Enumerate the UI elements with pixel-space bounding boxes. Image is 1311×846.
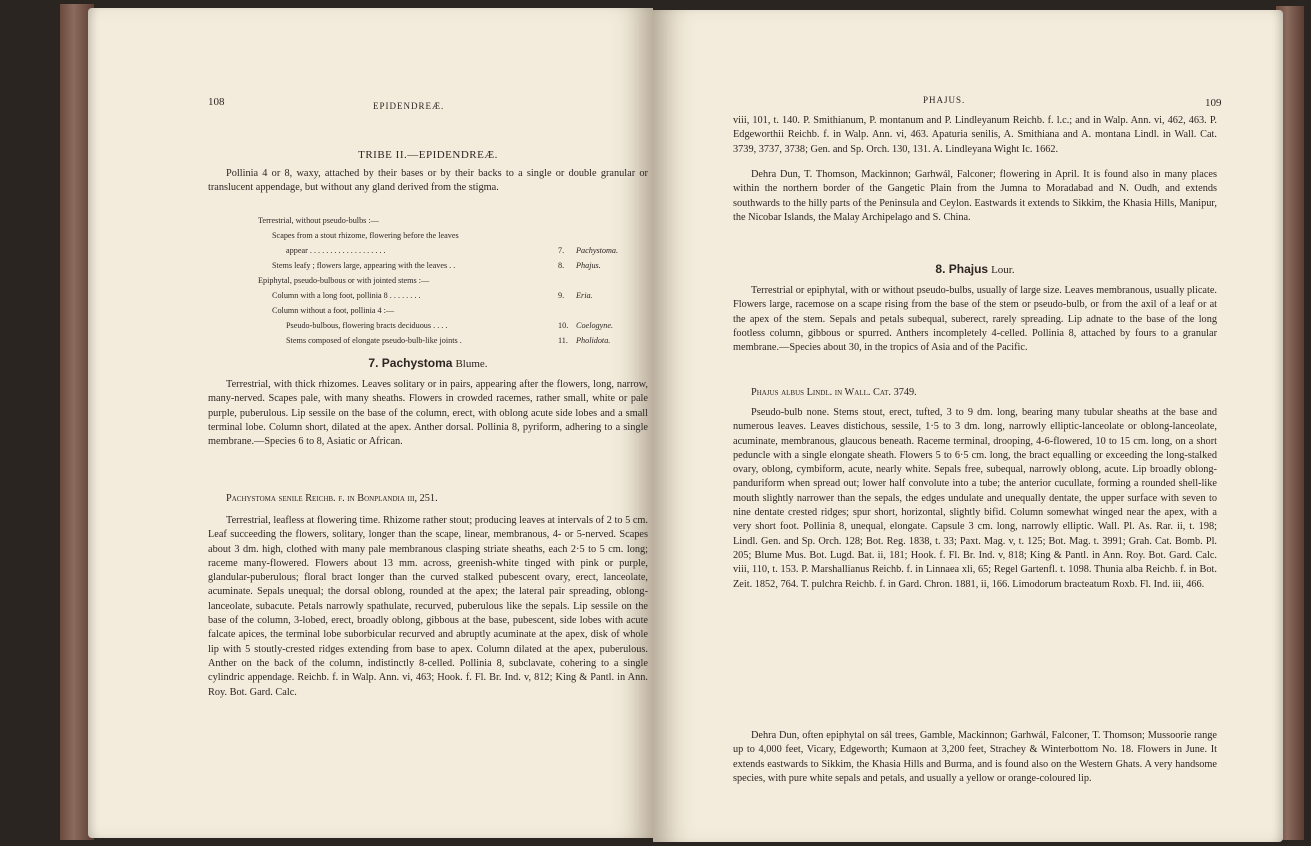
key-genus-name: Pachystoma.: [576, 246, 619, 255]
key-text: Epiphytal, pseudo-bulbous or with jointed stems :—: [258, 276, 430, 285]
key-text: Stems leafy ; flowers large, appearing with the leaves . .: [272, 261, 456, 270]
key-number: 10.: [558, 321, 569, 330]
right-page: [653, 10, 1283, 842]
key-text: Pseudo-bulbous, flowering bracts deciduous . . . .: [286, 321, 448, 330]
running-head: PHAJUS.: [923, 95, 966, 105]
species-description: Pseudo-bulb none. Stems stout, erect, tufted, 3 to 9 dm. long, bearing many tubular sheaths at the base and numerous leaves. Leaves distichous, sessile, 1·5 to 3 dm. long, narrowly elliptic-lanceolate or oblong-lanceolate, acuminate, membranous, glaucous beneath. Raceme terminal, drooping, 4-6-flowered, 10 to 15 cm. long, on a short peduncle with a single elongate sheath. Flowers 5 to 6·5 cm. long, the bract equalling or exceeding the long-stalked ovary, oblong, cymbiform, acute, nearly white. Sepals free, subequal, narrowly oblong, acute. Lip broadly oblong-panduriform when spread out; lower half convolute into a tube; the anterior cucullate, forming a rounded shell-like mouth slightly narrower than the sepals, the edges undulate and unequally dentate, the upper surface with seven to nine dentate crested ridges; spur short, horizontal, slightly bifid. Column somewhat winged near the apex, with a very short foot. Pollinia 8, unequal, elongate. Capsule 3 cm. long, narrowly elliptic. Wall. Pl. As. Rar. ii, t. 198; Lindl. Gen. and Sp. Orch. 128; Bot. Reg. 1838, t. 33; Paxt. Mag. v, t. 125; Bot. Mag. t. 3991; Grah. Cat. Bomb. Pl. 205; Blume Mus. Bot. Lugd. Bat. ii, 181; Hook. f. Fl. Br. Ind. v, 818; King & Pantl. in Ann. Roy. Bot. Gard. Calc. viii, 110, t. 153. P. Marshallianus Reichb. f. in Linnaea xli, 65; Regel Gartenfl. t. 1098. Thunia alba Reichb. f. in Bot. Zeit. 1852, 764. T. pulchra Reichb. f. in Gard. Chron. 1881, ii, 166. Limodorum bracteatum Roxb. Fl. Ind. iii, 466.: [733, 407, 1217, 590]
key-number: 11.: [558, 336, 568, 345]
left-page: [88, 8, 653, 838]
key-row: [258, 305, 653, 320]
tribe-description: Pollinia 4 or 8, waxy, attached by their bases or by their backs to a single or double granular or translucent appendage, but without any gland derived from the stigma.: [208, 168, 648, 194]
key-text: Stems composed of elongate pseudo-bulb-like joints .: [286, 336, 462, 345]
key-number: 8.: [558, 261, 565, 270]
key-text: Scapes from a stout rhizome, flowering before the leaves: [272, 231, 459, 240]
key-row: [258, 230, 653, 245]
key-row: [258, 260, 653, 275]
key-genus-name: Coelogyne.: [576, 321, 614, 330]
key-text: appear . . . . . . . . . . . . . . . . . . .: [286, 246, 386, 255]
key-row: [258, 335, 653, 350]
key-genus-name: Pholidota.: [576, 336, 611, 345]
genus-author: Lour.: [991, 264, 1015, 276]
key-text: Terrestrial, without pseudo-bulbs :—: [258, 216, 379, 225]
species-description: Terrestrial, leafless at flowering time. Rhizome rather stout; producing leaves at intervals of 2 to 5 cm. Leaf succeeding the flowers, solitary, longer than the scape, linear, membranous, 4- or 5-nerved. Scapes about 3 dm. high, clothed with many pale membranous clasping striate sheaths, each 2·5 to 5 cm. long; raceme many-flowered. Flowers about 13 mm. across, greenish-white tinged with pink or purple, glandular-puberulous; floral bract longer than the curved stalked pubescent ovary, erect, lanceolate, acuminate. Sepals unequal; the dorsal oblong, rounded at the apex; the lateral pair spreading, oblong-lanceolate, subacute. Petals narrowly spathulate, recurved, puberulous like the sepals. Lip sessile on the base of the column, 3-lobed, erect, broadly oblong, gibbous at the base, pubescent, side lobes with acute falcate apices, the terminal lobe suborbicular recurved and abruptly acuminate at the apex, disk of whole lip with 5 stoutly-crested ridges extending from base to apex. Column dilated at the apex, puberulous. Anther on the back of the column, indistinctly 8-celled. Pollinia 8, subclavate, cohering to a single cylindric appendage. Reichb. f. in Walp. Ann. vi, 463; Hook. f. Fl. Br. Ind. v, 812; King & Pantl. in Ann. Roy. Bot. Gard. Calc.: [208, 515, 648, 698]
tribe-heading: TRIBE II.—EPIDENDREÆ.: [358, 149, 498, 161]
key-row: [258, 275, 653, 290]
species-heading: Pachystoma senile Reichb. f. in Bonplandia iii, 251.: [226, 493, 438, 504]
species-distribution: Dehra Dun, often epiphytal on sál trees, Gamble, Mackinnon; Garhwál, Falconer, T. Thomson; Mussoorie range up to 4,000 feet, Vicary, Edgeworth; Kumaon at 3,200 feet, Strachey & Winterbottom No. 18. Flowers in June. It extends eastwards to Sikkim, the Khasia Hills and Burma, and is found also on the Western Ghats. A very handsome species, with pure white sepals and petals, and usually a yellow or orange-coloured lip.: [733, 730, 1217, 784]
key-number: 7.: [558, 246, 565, 255]
key-text: Column with a long foot, pollinia 8 . . . . . . . .: [272, 291, 421, 300]
distribution-text: Dehra Dun, T. Thomson, Mackinnon; Garhwál, Falconer; flowering in April. It is found also in many places within the northern border of the Gangetic Plain from the Jumna to Moradabad and N. Oudh, and extends southwards to the hilly parts of the Peninsula and Ceylon. Eastwards it extends to Sikkim, the Khasia Hills, Manipur, the Nicobar Islands, the Malay Archipelago and S. China.: [733, 169, 1217, 223]
key-row: [258, 245, 653, 260]
genera-key: [258, 215, 653, 350]
genus-heading: [208, 356, 648, 371]
genus-author: Blume.: [455, 358, 488, 370]
key-text: Column without a foot, pollinia 4 :—: [272, 306, 395, 315]
page-number: 109: [1205, 97, 1222, 109]
page-number: 108: [208, 96, 225, 108]
genus-name: 8. Phajus: [935, 262, 989, 276]
key-row: [258, 290, 653, 305]
key-row: [258, 215, 653, 230]
genus-description: Terrestrial or epiphytal, with or without pseudo-bulbs, usually of large size. Leaves membranous, usually plicate. Flowers large, racemose on a scape rising from the base of the stem or pseudo-bulb, or from the axil of a leaf or at the apex of the stem. Sepals and petals subequal, suberect, rarely spreading. Lip adnate to the base of the long footless column, gibbous or spurred. Anthers incompletely 4-celled. Pollinia 8, attached by fours to a granular membrane.—Species about 30, in the tropics of Asia and of the Pacific.: [733, 285, 1217, 354]
key-row: [258, 320, 653, 335]
genus-heading: [733, 262, 1217, 277]
continued-citations: viii, 101, t. 140. P. Smithianum, P. montanum and P. Lindleyanum Reichb. f. l.c.; and in Walp. Ann. vi, 462, 463. P. Edgeworthii Reichb. f. in Walp. Ann. vi, 463. Apaturia senilis, A. Smithiana and A. montana Lindl. in Wall. Cat. 3739, 3737, 3738; Gen. and Sp. Orch. 130, 131. A. Lindleyana Wight Ic. 1662.: [733, 115, 1217, 155]
key-genus-name: Phajus.: [576, 261, 601, 270]
running-head: EPIDENDREÆ.: [373, 101, 445, 111]
genus-name: 7. Pachystoma: [368, 356, 453, 370]
genus-description: Terrestrial, with thick rhizomes. Leaves solitary or in pairs, appearing after the flowers, long, narrow, many-nerved. Scapes pale, with many sheaths. Flowers in crowded racemes, rather small, white or pale purple, puberulous. Lip sessile on the base of the column, erect, with oblong acute side lobes and a small terminal lobe. Column short, dilated at the apex. Anther dorsal. Pollinia 8, pyriform, adhering to a single membrane.—Species 6 to 8, Asiatic or African.: [208, 379, 648, 448]
key-number: 9.: [558, 291, 565, 300]
species-heading: Phajus albus Lindl. in Wall. Cat. 3749.: [751, 387, 917, 398]
key-genus-name: Eria.: [576, 291, 593, 300]
